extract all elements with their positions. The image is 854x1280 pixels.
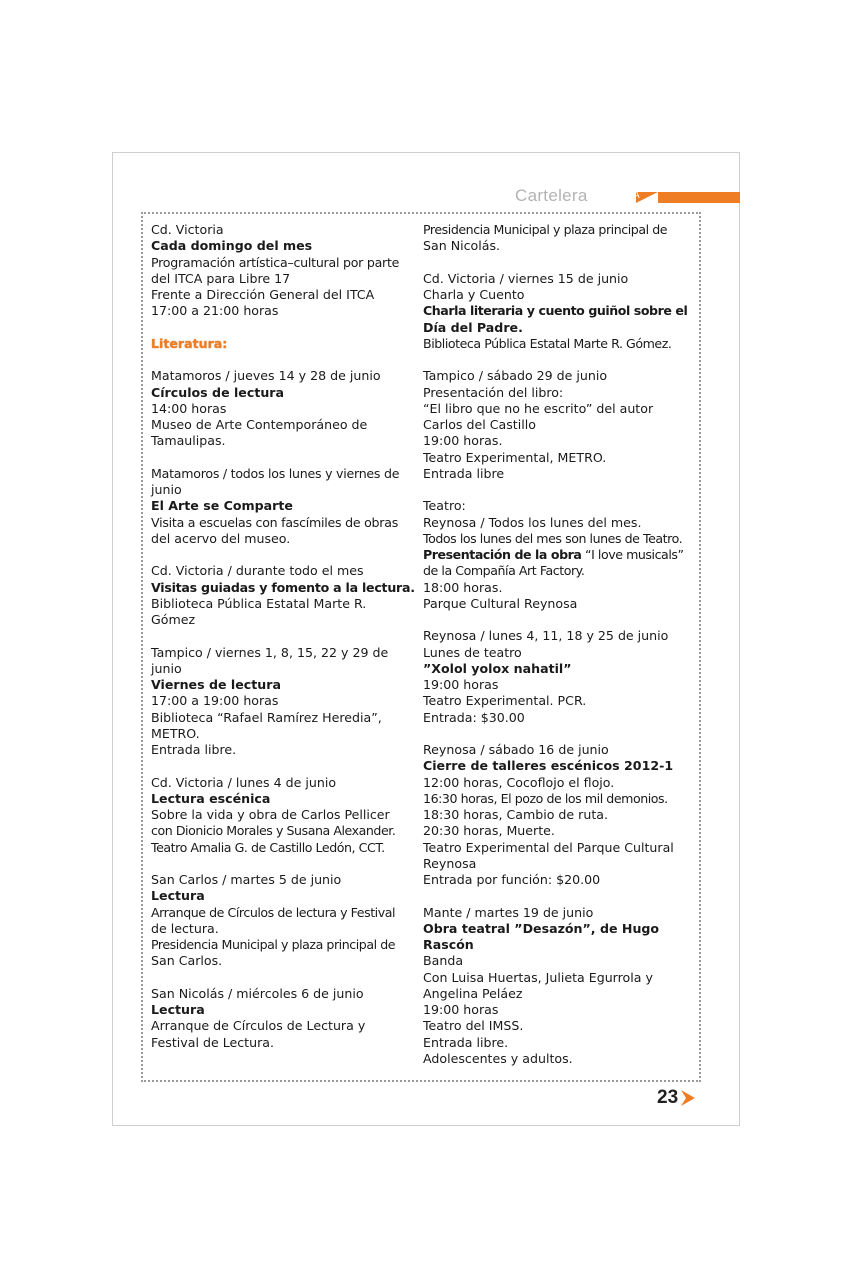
event-title: Charla literaria y cuento guiñol sobre el [423,303,688,319]
event-detail: de lectura. [151,920,219,936]
event-venue: San Nicolás. [423,238,501,254]
header-tag: A [633,190,640,201]
event-detail: Programación artística–cultural por parte [151,254,400,270]
event-detail: Festival de Lectura. [151,1034,275,1050]
event-venue: San Carlos. [151,953,223,969]
event-time: 19:00 horas [423,677,499,692]
event-venue: Biblioteca “Rafael Ramírez Heredia”, [151,709,382,725]
event-venue: METRO. [151,725,200,741]
event-location: Matamoros / todos los lunes y viernes de [151,465,400,481]
event-title: Presentación de la obra [423,547,582,562]
event-detail: Con Luisa Huertas, Julieta Egurrola y [423,969,653,985]
event-block [151,368,416,449]
event-time: 19:00 horas. [423,433,503,449]
event-venue: Teatro Experimental, METRO. [423,449,607,465]
event-block [423,628,695,726]
event-block [151,645,416,759]
event-entry: Entrada libre. [151,742,237,757]
event-detail: Carlos del Castillo [423,417,536,432]
event-block [423,742,695,888]
event-location: junio [151,482,182,497]
event-title: Visitas guiadas y fomento a la lectura. [151,579,415,595]
event-venue: Gómez [151,612,196,627]
event-block [151,222,416,320]
event-location: Cd. Victoria / durante todo el mes [151,563,364,579]
event-location: San Nicolás / miércoles 6 de junio [151,985,364,1001]
event-title: ”Xolol yolox nahatil” [423,660,572,676]
event-block [423,271,695,352]
event-location: Reynosa / sábado 16 de junio [423,742,609,757]
event-location: Cd. Victoria / lunes 4 de junio [151,774,337,790]
event-venue: Presidencia Municipal y plaza principal de [151,937,396,952]
event-venue: Biblioteca Pública Estatal Marte R. [151,595,367,611]
event-time: 19:00 horas [423,1002,499,1017]
event-location: junio [151,660,182,676]
event-time: 18:00 horas. [423,579,503,595]
event-title: Cierre de talleres escénicos 2012-1 [423,758,674,774]
left-column [151,222,416,1051]
event-venue: Frente a Dirección General del ITCA [151,287,375,302]
event-venue: Teatro del IMSS. [423,1018,524,1034]
event-detail: 12:00 horas, Cocoflojo el flojo. [423,774,615,790]
event-block [151,466,416,547]
event-venue: Biblioteca Pública Estatal Marte R. Gómez. [423,335,672,351]
event-detail: Angelina Peláez [423,985,523,1001]
event-block [151,563,416,628]
event-time: 17:00 a 19:00 horas [151,693,279,709]
event-detail: Todos los lunes del mes son lunes de Teatro. [423,530,683,546]
event-title: Rascón [423,937,474,952]
event-detail: del acervo del museo. [151,530,291,546]
event-location: Reynosa / Todos los lunes del mes. [423,514,642,530]
event-detail: Arranque de Círculos de Lectura y [151,1018,366,1034]
event-entry: Entrada libre. [423,1034,509,1050]
event-detail: 18:30 horas, Cambio de ruta. [423,807,608,822]
event-location: Cd. Victoria [151,222,224,237]
event-title: Obra teatral ”Desazón”, de Hugo [423,920,660,936]
event-block [151,872,416,970]
event-title: Círculos de lectura [151,384,285,400]
event-detail: con Dionicio Morales y Susana Alexander. [151,823,396,839]
event-block [423,368,695,482]
event-detail: 16:30 horas, El pozo de los mil demonios. [423,790,668,806]
event-detail: Banda [423,953,464,969]
event-location: Reynosa / lunes 4, 11, 18 y 25 de junio [423,628,669,644]
section-heading-literatura: Literatura: [151,335,228,351]
event-venue: Teatro Experimental. PCR. [423,693,587,709]
event-venue: Presidencia Municipal y plaza principal de [423,222,668,237]
event-detail: Arranque de Círculos de lectura y Festival [151,904,396,920]
event-detail: 20:30 horas, Muerte. [423,823,555,839]
event-venue: Museo de Arte Contemporáneo de [151,417,368,432]
page-number: 23 [657,1087,679,1108]
event-venue: Parque Cultural Reynosa [423,595,578,611]
event-entry: Entrada libre [423,465,505,481]
event-location: Tampico / viernes 1, 8, 15, 22 y 29 de [151,644,389,660]
event-block [151,775,416,856]
right-column [423,222,695,1067]
event-audience: Adolescentes y adultos. [423,1050,573,1066]
event-block [423,905,695,1068]
event-venue: Teatro Experimental del Parque Cultural [423,839,674,855]
event-venue: Teatro Amalia G. de Castillo Ledón, CCT. [151,839,385,855]
event-block [423,498,695,612]
event-time: 14:00 horas [151,400,227,416]
event-title: Cada domingo del mes [151,238,313,254]
event-entry: Entrada por función: $20.00 [423,872,601,887]
event-category: Teatro: [423,498,466,514]
event-title: Lectura [151,1002,205,1017]
event-title-detail: “I love musicals” [581,547,684,562]
event-title: “El libro que no he escrito” del autor [423,400,654,416]
event-title: Lectura escénica [151,790,271,806]
event-block [423,222,695,255]
event-title: El Arte se Comparte [151,498,293,514]
event-venue: Reynosa [423,855,477,871]
event-location: Mante / martes 19 de junio [423,904,594,920]
event-location: Cd. Victoria / viernes 15 de junio [423,270,629,286]
event-title: Viernes de lectura [151,677,281,692]
event-detail: de la Compañía Art Factory. [423,563,585,579]
section-title: Cartelera [515,186,588,205]
event-detail: Visita a escuelas con fascímiles de obras [151,514,398,530]
event-title-line [423,547,695,563]
event-location: Tampico / sábado 29 de junio [423,368,608,384]
event-category: Lunes de teatro [423,644,522,660]
event-location: Matamoros / jueves 14 y 28 de junio [151,368,381,384]
event-block [151,986,416,1051]
event-time: 17:00 a 21:00 horas [151,303,279,319]
event-category: Presentación del libro: [423,384,564,400]
chevron-right-icon [680,1089,696,1107]
event-venue: Tamaulipas. [151,433,226,449]
event-location: San Carlos / martes 5 de junio [151,872,342,887]
event-title: Lectura [151,888,205,904]
event-detail: Sobre la vida y obra de Carlos Pellicer [151,807,390,822]
event-entry: Entrada: $30.00 [423,709,525,725]
event-title: Día del Padre. [423,319,523,335]
event-category: Charla y Cuento [423,287,525,302]
event-detail: del ITCA para Libre 17 [151,270,291,286]
